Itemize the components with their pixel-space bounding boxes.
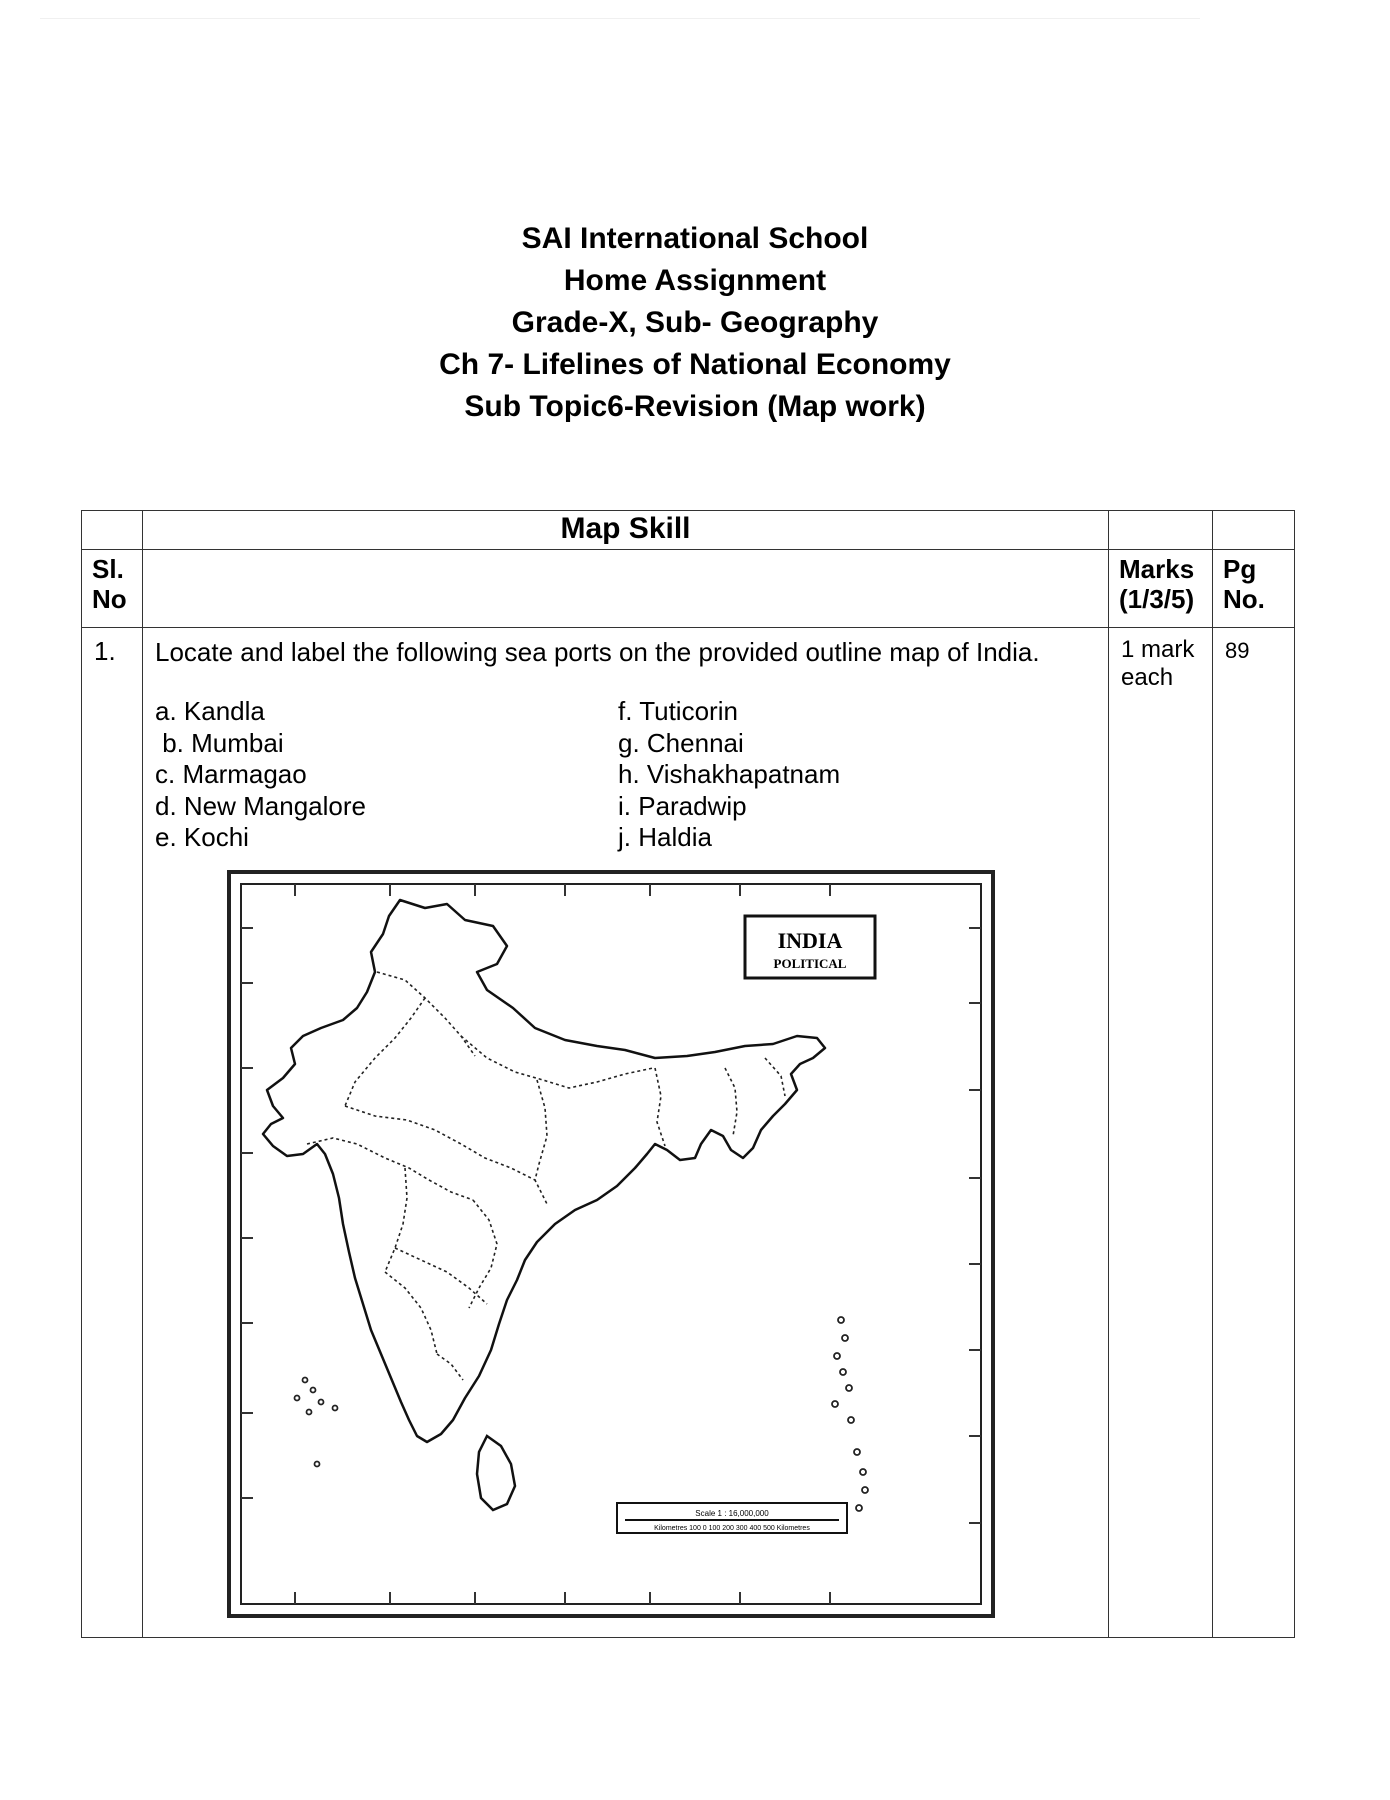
marks-cell: 1 mark each xyxy=(1109,628,1213,1638)
school-name: SAI International School xyxy=(521,222,869,255)
list-item: d. New Mangalore xyxy=(155,790,366,821)
scale-units: Kilometres 100 0 100 200 300 400 500 Kilometres xyxy=(654,1525,810,1532)
map-subtitle: POLITICAL xyxy=(773,956,847,971)
ports-list xyxy=(155,696,1096,854)
document-header xyxy=(0,218,1390,428)
pg-no-header: Pg No. xyxy=(1213,550,1295,628)
pg-no-cell: 89 xyxy=(1213,628,1295,1638)
list-item: h. Vishakhapatnam xyxy=(618,759,841,789)
sl-no-cell: 1. xyxy=(82,628,143,1638)
sl-no-header: Sl. No xyxy=(82,550,143,628)
india-outline-map xyxy=(225,868,1005,1620)
chapter-title: Ch 7- Lifelines of National Economy xyxy=(439,348,951,381)
list-item: f. Tuticorin xyxy=(618,696,738,726)
map-frame xyxy=(229,872,993,1616)
table-section-row xyxy=(82,511,1295,550)
empty-cell xyxy=(1109,511,1213,550)
list-item: e. Kochi xyxy=(155,822,249,852)
table-header-row xyxy=(82,550,1295,628)
marks-header: Marks (1/3/5) xyxy=(1109,550,1213,628)
empty-cell xyxy=(82,511,143,550)
assignment-title: Home Assignment xyxy=(563,264,827,297)
empty-cell xyxy=(1213,511,1295,550)
list-item: a. Kandla xyxy=(155,696,265,726)
top-rule xyxy=(40,18,1200,19)
section-title: Map Skill xyxy=(143,511,1109,550)
subtopic-title: Sub Topic6-Revision (Map work) xyxy=(464,390,926,423)
list-item: i. Paradwip xyxy=(618,790,747,821)
question-text: Locate and label the following sea ports on the provided outline map of India. xyxy=(155,637,1040,667)
ports-column-left xyxy=(155,696,618,854)
list-item: g. Chennai xyxy=(618,727,744,758)
list-item: c. Marmagao xyxy=(155,759,307,789)
map-graphic xyxy=(225,868,1005,1620)
grade-subject: Grade-X, Sub- Geography xyxy=(511,306,879,339)
ports-column-right xyxy=(618,696,840,854)
question-header xyxy=(143,550,1109,628)
list-item: b. Mumbai xyxy=(155,727,284,758)
list-item: j. Haldia xyxy=(618,822,712,852)
map-title: INDIA xyxy=(777,928,843,953)
scale-label: Scale 1 : 16,000,000 xyxy=(695,1509,769,1518)
